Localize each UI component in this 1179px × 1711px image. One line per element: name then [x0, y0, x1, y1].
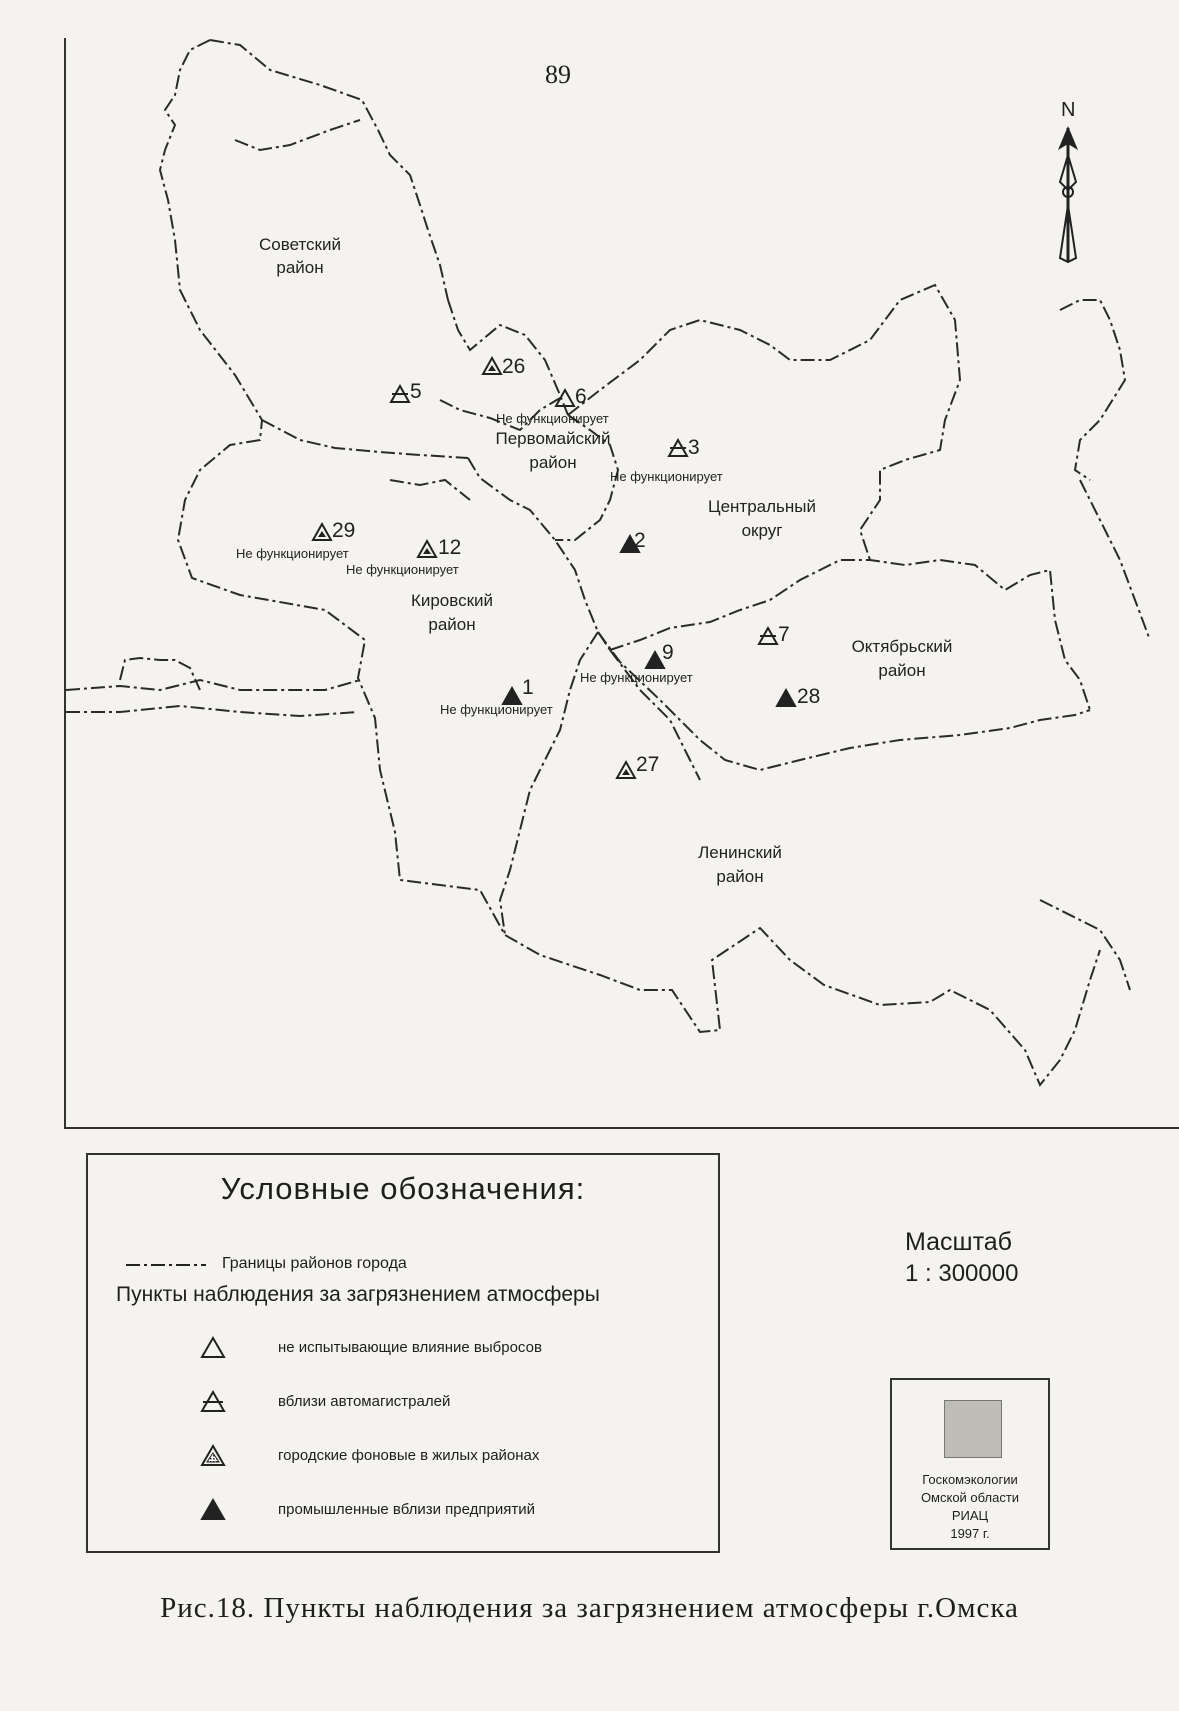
- station-number: 26: [502, 355, 526, 378]
- road-triangle-icon: [759, 628, 777, 644]
- station-6: [496, 385, 609, 426]
- hollow-triangle-icon: [198, 1335, 228, 1361]
- station-number: 7: [778, 623, 790, 646]
- district-centralny-line2: округ: [741, 521, 783, 540]
- north-label: N: [1061, 99, 1076, 121]
- urban-triangle-icon: [198, 1443, 228, 1469]
- org-line-4: 1997 г.: [950, 1526, 990, 1541]
- district-kirovsky-line1: Кировский: [410, 591, 494, 610]
- station-number: 5: [410, 380, 422, 403]
- road-triangle-icon: [198, 1389, 228, 1415]
- station-number: 28: [797, 685, 821, 708]
- district-leninsky-line2: район: [716, 867, 764, 886]
- station-status: Не функционирует: [346, 562, 459, 577]
- district-sovetsky-line2: район: [276, 258, 324, 277]
- filled-triangle-icon: [777, 690, 795, 706]
- station-27: [617, 753, 659, 778]
- station-status: Не функционирует: [580, 670, 693, 685]
- org-line-3: РИАЦ: [951, 1508, 989, 1523]
- station-5: [391, 380, 422, 403]
- station-1: [440, 676, 553, 717]
- station-7: [759, 623, 790, 646]
- station-2: [621, 529, 646, 552]
- legend-item-urban: городские фоновые в жилых районах: [278, 1447, 540, 1464]
- district-pervomaisky-line2: район: [529, 453, 577, 472]
- station-number: 12: [438, 536, 462, 559]
- legend-item-road: вблизи автомагистралей: [278, 1393, 451, 1410]
- page-number: 89: [545, 60, 571, 89]
- district-pervomaisky-line1: Первомайский: [495, 429, 611, 448]
- district-sovetsky-line1: Советский: [259, 235, 341, 254]
- scale-title: Масштаб: [905, 1228, 1012, 1256]
- road-triangle-icon: [669, 440, 687, 456]
- district-kirovsky-line2: район: [428, 615, 476, 634]
- legend-title: Условные обозначения:: [220, 1171, 586, 1206]
- station-number: 9: [662, 641, 674, 664]
- station-29: [236, 519, 355, 561]
- station-status: Не функционирует: [610, 469, 723, 484]
- road-triangle-icon: [391, 386, 409, 402]
- north-arrow: [1058, 99, 1078, 262]
- filled-triangle-icon: [198, 1497, 228, 1523]
- scale-value: 1 : 300000: [905, 1260, 1019, 1287]
- station-number: 6: [575, 385, 587, 408]
- legend-boundaries: Границы районов города: [222, 1255, 407, 1272]
- station-9: [580, 641, 693, 685]
- station-status: Не функционирует: [496, 411, 609, 426]
- station-number: 1: [522, 676, 534, 699]
- station-status: Не функционирует: [236, 546, 349, 561]
- figure-caption: Рис.18. Пункты наблюдения за загрязнением атмосферы г.Омска: [160, 1592, 1019, 1624]
- station-3: [610, 436, 723, 484]
- legend-item-clean: не испытывающие влияние выбросов: [278, 1339, 542, 1356]
- legend: [86, 1153, 720, 1553]
- station-number: 29: [332, 519, 356, 542]
- legend-item-industrial: промышленные вблизи предприятий: [278, 1501, 535, 1518]
- station-12: [346, 536, 461, 577]
- legend-points-heading: Пункты наблюдения за загрязнением атмосферы: [116, 1283, 600, 1306]
- district-oktyabrsky-line2: район: [878, 661, 926, 680]
- station-number: 3: [688, 436, 700, 459]
- boundary-line-icon: [126, 1260, 206, 1270]
- district-centralny-line1: Центральный: [708, 497, 816, 516]
- station-number: 27: [636, 753, 660, 776]
- station-28: [777, 685, 820, 708]
- district-leninsky-line1: Ленинский: [698, 843, 782, 862]
- station-26: [483, 355, 525, 378]
- organization-stamp: [890, 1378, 1050, 1550]
- district-boundaries: [66, 40, 1150, 1085]
- station-status: Не функционирует: [440, 702, 553, 717]
- org-line-2: Омской области: [920, 1490, 1020, 1505]
- org-line-1: Госкомэкологии: [922, 1472, 1018, 1487]
- organization-logo-icon: [944, 1400, 1002, 1458]
- district-oktyabrsky-line1: Октябрьский: [851, 637, 953, 656]
- station-number: 2: [634, 529, 646, 552]
